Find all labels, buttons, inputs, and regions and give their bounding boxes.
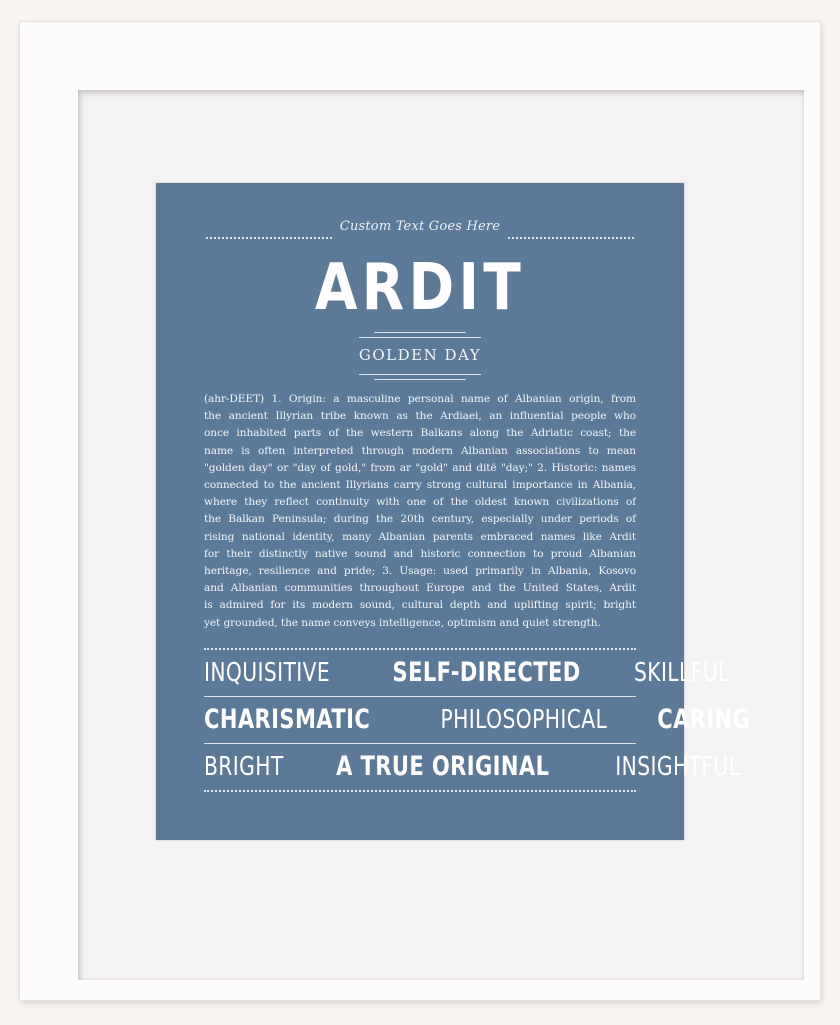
rule-bottom-long (359, 374, 481, 375)
definition-line: connected to the ancient Illyrians carry strong cultural importance in Albania, (204, 479, 636, 492)
trait-word: A TRUE ORIGINAL (336, 751, 550, 782)
trait-row-2 (204, 704, 751, 735)
definition-line: once inhabited parts of the western Balkans along the Adriatic coast; the (204, 427, 636, 440)
definition-line: is admired for its modern sound, cultural depth and uplifting spirit; bright (204, 599, 636, 612)
trait-rule-2 (204, 743, 636, 744)
name-meaning: GOLDEN DAY (358, 346, 482, 364)
rule-bottom-short (374, 379, 466, 380)
trait-row-3 (204, 751, 740, 782)
definition-line: where they reflect continuity with one of the oldest known civilizations of (204, 496, 636, 509)
definition-line: the ancient Illyrian tribe known as the Ardiaei, an influential people who (204, 410, 636, 423)
trait-word: SELF-DIRECTED (392, 657, 581, 688)
definition-line: rising national identity, many Albanian parents embraced names like Ardit (204, 530, 636, 543)
definition-line: "golden day" or "day of gold," from ar "gold" and ditë "day;" 2. Historic: names (204, 461, 636, 474)
definition-line: (ahr-DEET) 1. Origin: a masculine personal name of Albanian origin, from (204, 393, 636, 405)
dotted-divider-traits-top (204, 648, 636, 650)
trait-word: BRIGHT (204, 752, 284, 782)
rule-top-long (359, 337, 481, 338)
definition-line: heritage, resilience and pride; 3. Usage: used primarily in Albania, Kosovo (204, 565, 636, 578)
trait-word: INSIGHTFUL (614, 752, 740, 782)
dotted-divider-traits-bottom (204, 790, 636, 792)
definition-line: for their distinctly native sound and historic connection to proud Albanian (204, 547, 636, 560)
custom-text: Custom Text Goes Here (339, 219, 501, 234)
name-title: ARDIT (314, 251, 526, 325)
name-definition (204, 391, 636, 632)
definition-line: name is often interpreted through modern Albanian associations to mean (204, 444, 636, 457)
name-print (156, 183, 751, 840)
definition-line: yet grounded, the name conveys intelligence, optimism and quiet strength. (204, 616, 601, 629)
definition-line: and Albanian communities throughout Europe and the United States, Ardit (204, 582, 636, 595)
trait-word: PHILOSOPHICAL (440, 705, 608, 735)
trait-word: CHARISMATIC (204, 704, 371, 735)
dotted-divider-left (206, 237, 332, 239)
dotted-divider-right (508, 237, 634, 239)
trait-row-1 (204, 657, 730, 688)
trait-word: SKILLFUL (633, 658, 730, 688)
trait-rule-1 (204, 696, 636, 697)
trait-word: CARING (657, 704, 751, 735)
definition-line: the Balkan Peninsula; during the 20th century, especially under periods of (204, 513, 636, 526)
trait-word: INQUISITIVE (204, 658, 331, 688)
rule-top-short (374, 332, 466, 333)
